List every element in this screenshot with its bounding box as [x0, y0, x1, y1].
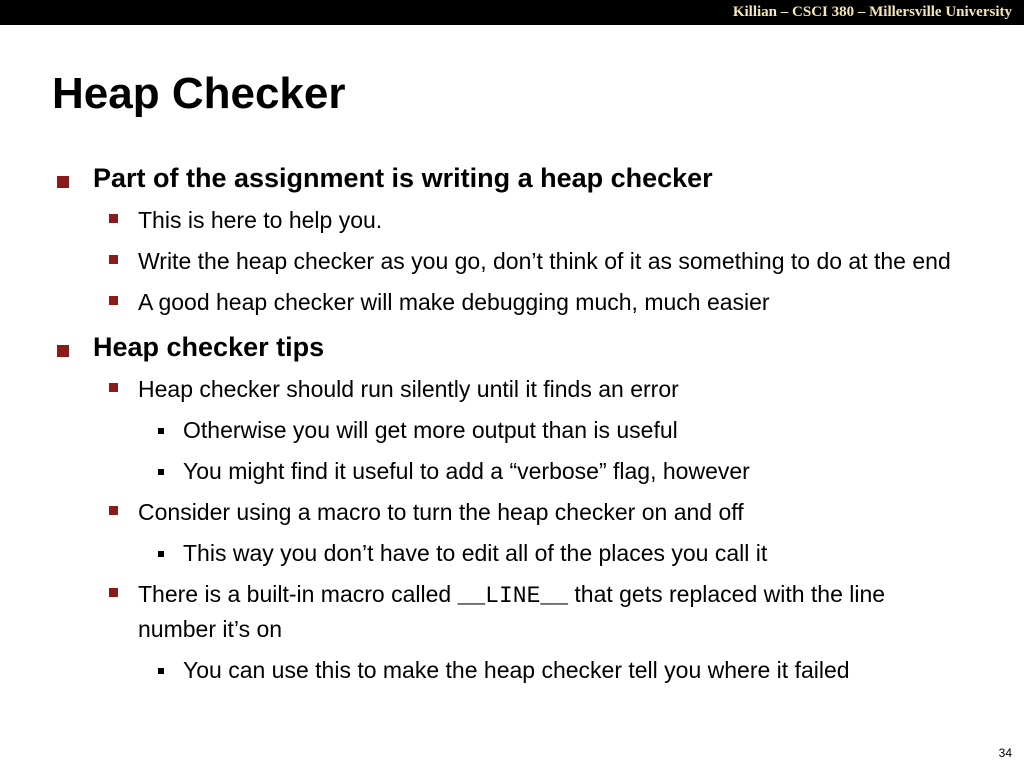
square-bullet-icon [109, 588, 118, 597]
bullet-text: Write the heap checker as you go, don’t think of it as something to do at the end [138, 248, 951, 274]
header-text: Killian – CSCI 380 – Millersville University [732, 4, 1012, 20]
small-square-bullet-icon [158, 551, 164, 557]
bullet-level3 [0, 455, 1024, 488]
square-bullet-icon [57, 176, 69, 188]
bullet-text-post: that gets replaced with the line number it’s on [138, 581, 886, 642]
bullet-level1 [0, 160, 1024, 196]
bullet-text: Otherwise you will get more output than is useful [183, 417, 678, 443]
bullet-text: This way you don’t have to edit all of the places you call it [183, 540, 768, 566]
bullet-text: This is here to help you. [138, 207, 383, 233]
square-bullet-icon [109, 383, 118, 392]
bullet-level3 [0, 654, 1024, 687]
bullet-level2 [0, 204, 958, 237]
square-bullet-icon [109, 255, 118, 264]
square-bullet-icon [57, 345, 69, 357]
bullet-text: Heap checker should run silently until it finds an error [138, 376, 679, 402]
bullet-text: Consider using a macro to turn the heap checker on and off [138, 499, 744, 525]
line-macro-code: __LINE__ [457, 583, 568, 609]
bullet-text: You might find it useful to add a “verbose” flag, however [183, 458, 750, 484]
bullet-level1 [0, 329, 1024, 365]
bullet-level2 [0, 286, 958, 319]
header-bar [0, 0, 1024, 25]
bullet-text: Part of the assignment is writing a heap checker [93, 163, 713, 193]
bullet-text: You can use this to make the heap checker tell you where it failed [183, 657, 850, 683]
slide-title: Heap Checker [52, 69, 346, 118]
bullet-level2 [0, 245, 958, 278]
small-square-bullet-icon [158, 469, 164, 475]
slide-content [0, 160, 1024, 687]
page-number: 34 [998, 746, 1012, 760]
bullet-level3 [0, 537, 1024, 570]
bullet-level2 [0, 496, 958, 529]
bullet-level2 [0, 578, 958, 646]
small-square-bullet-icon [158, 668, 164, 674]
square-bullet-icon [109, 296, 118, 305]
bullet-level3 [0, 414, 1024, 447]
bullet-text: A good heap checker will make debugging much, much easier [138, 289, 770, 315]
bullet-text-pre: There is a built-in macro called [138, 581, 458, 607]
square-bullet-icon [109, 506, 118, 515]
bullet-level2 [0, 373, 958, 406]
square-bullet-icon [109, 214, 118, 223]
small-square-bullet-icon [158, 428, 164, 434]
bullet-text: Heap checker tips [93, 332, 325, 362]
